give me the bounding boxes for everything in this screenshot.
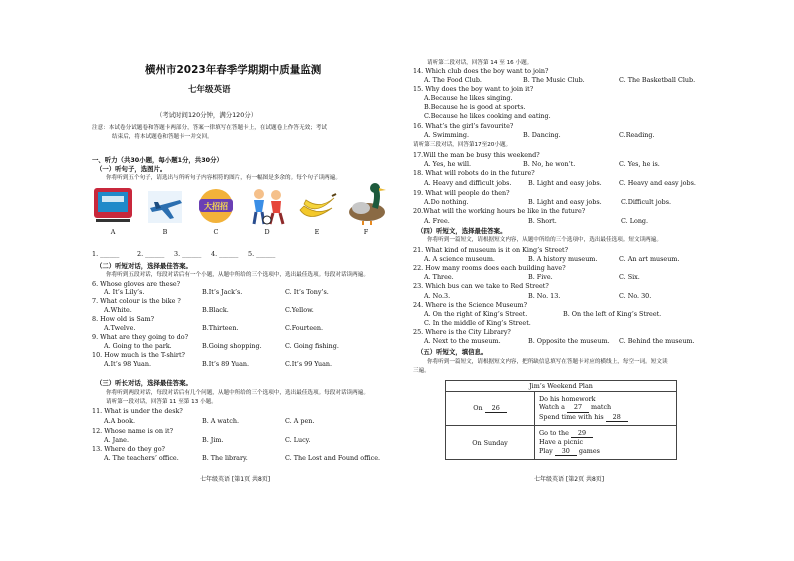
plan-activity xyxy=(539,403,672,413)
option-a[interactable]: A.It’s 98 Yuan. xyxy=(104,360,151,368)
plan-day-sunday xyxy=(446,426,535,460)
option-a[interactable]: A. Next to the museum. xyxy=(424,337,501,345)
picture-label: D xyxy=(264,228,270,236)
question-text: 15. Why does the boy want to join it? xyxy=(413,85,534,93)
option-a[interactable]: A. Heavy and difficult jobs. xyxy=(424,179,512,187)
option-b[interactable]: B.Going shopping. xyxy=(202,342,262,350)
plan-activity-prefix: Spend time with his xyxy=(539,412,604,421)
option-b[interactable]: B.Because he is good at sports. xyxy=(424,103,526,111)
option-c[interactable]: C. No. 30. xyxy=(619,292,652,300)
question-row xyxy=(413,67,713,132)
option-b[interactable]: B. Short. xyxy=(528,217,557,225)
option-c[interactable]: C. Behind the museum. xyxy=(619,337,695,345)
option-a[interactable]: A.Do nothing. xyxy=(424,198,469,206)
option-c[interactable]: C.Because he likes cooking and eating. xyxy=(424,112,551,120)
option-b[interactable]: B. A history museum. xyxy=(528,255,598,263)
plan-activity xyxy=(539,447,672,457)
question-row xyxy=(413,319,713,349)
option-a[interactable]: A. Swimming. xyxy=(424,131,469,139)
plan-day-text: On Sunday xyxy=(472,438,508,447)
option-b[interactable]: B. No. 13. xyxy=(528,292,561,300)
question-row xyxy=(413,151,713,227)
part-3-note-3: 请听第三段对话，回答第17至20小题。 xyxy=(413,142,512,148)
plan-title xyxy=(446,381,677,392)
blank-27[interactable]: 27 xyxy=(567,403,589,413)
question-text: 21. What kind of museum is it on King’s Street? xyxy=(413,246,569,254)
blank-26[interactable]: 26 xyxy=(485,404,507,413)
option-a[interactable]: A. Jane. xyxy=(104,436,129,444)
weekend-plan-table xyxy=(445,380,677,460)
picture-label: A xyxy=(110,228,116,236)
option-b[interactable]: B. The Music Club. xyxy=(523,76,585,84)
part-2-title: （二）听短对话，选择最佳答案。 xyxy=(96,262,192,270)
picture-label: B xyxy=(162,228,168,236)
option-a[interactable]: A.A book. xyxy=(104,417,135,425)
option-c[interactable]: C. Yes, he is. xyxy=(619,160,660,168)
page-footer: 七年级英语 [第1页 共8页] xyxy=(200,476,271,483)
option-a[interactable]: A. Free. xyxy=(424,217,450,225)
option-b[interactable]: B. On the left of King’s Street. xyxy=(563,310,662,318)
exam-title: 横州市2023年春季学期期中质量监测 xyxy=(145,64,322,76)
blank-29[interactable]: 29 xyxy=(571,429,593,439)
plan-activity xyxy=(539,413,672,423)
bananas-icon xyxy=(296,186,338,226)
option-a[interactable]: A.Because he likes singing. xyxy=(424,94,513,102)
question-text: 12. Whose name is on it? xyxy=(92,427,174,435)
option-a[interactable]: A.Twelve. xyxy=(104,324,136,332)
part-4-desc: 你将听到一篇短文，请根据短文内容，从题中所给的三个选项中，选出最佳选项。短文读两遍。 xyxy=(427,237,662,243)
option-a[interactable]: A.White. xyxy=(104,306,132,314)
answer-blank[interactable]: 3. ______ xyxy=(174,250,202,258)
option-c[interactable]: C.Difficult jobs. xyxy=(621,198,672,206)
option-b[interactable]: B. Five. xyxy=(528,273,553,281)
option-c[interactable]: C. Six. xyxy=(619,273,640,281)
option-a[interactable]: A. Going to the park. xyxy=(104,342,172,350)
option-a[interactable]: A. The teachers’ office. xyxy=(104,454,179,462)
option-b[interactable]: B. Light and easy jobs. xyxy=(528,198,602,206)
picture-label: C xyxy=(213,228,219,236)
option-b[interactable]: B.It’s Jack’s. xyxy=(202,288,243,296)
option-a[interactable]: A. It’s Lily’s. xyxy=(104,288,145,296)
blank-28[interactable]: 28 xyxy=(606,413,628,423)
question-text: 18. What will robots do in the future? xyxy=(413,169,535,177)
question-text: 20.What will the working hours be like in the future? xyxy=(413,207,586,215)
question-text: 11. What is under the desk? xyxy=(92,407,183,415)
option-a[interactable]: A. Three. xyxy=(424,273,454,281)
plan-activities-saturday xyxy=(535,392,677,426)
question-text: 22. How many rooms does each building have? xyxy=(413,264,566,272)
question-row xyxy=(92,315,392,375)
option-a[interactable]: A. The Food Club. xyxy=(424,76,482,84)
question-text: 7. What colour is the bike ? xyxy=(92,297,181,305)
part-4-title: （四）听短文，选择最佳答案。 xyxy=(417,227,507,235)
plan-activity-suffix: games xyxy=(578,446,600,455)
option-c[interactable]: C.Reading. xyxy=(619,131,655,139)
question-row xyxy=(413,246,713,322)
part-5-title: （五）听短文，填信息。 xyxy=(417,348,488,356)
duck-icon xyxy=(345,182,389,226)
option-b[interactable]: B. The library. xyxy=(202,454,248,462)
part-2-desc: 你将听到五段对话，每段对话后有一个小题，从题中所给的三个选项中，选出最佳选项。每段对话读两遍。 xyxy=(106,272,369,278)
question-text: 8. How old is Sam? xyxy=(92,315,155,323)
picture-label: F xyxy=(363,228,369,236)
question-text: 13. Where do they go? xyxy=(92,445,165,453)
option-b[interactable]: B. Jim. xyxy=(202,436,224,444)
option-a[interactable]: A. Yes, he will. xyxy=(424,160,472,168)
question-text: 16. What’s the girl’s favourite? xyxy=(413,122,514,130)
plan-activity: Do his homework xyxy=(539,394,596,403)
option-a[interactable]: A. A science museum. xyxy=(424,255,495,263)
recruit-poster-icon xyxy=(195,186,237,226)
answer-blank[interactable]: 4. ______ xyxy=(211,250,239,258)
option-b[interactable]: B. Dancing. xyxy=(523,131,561,139)
option-b[interactable]: B. Light and easy jobs. xyxy=(528,179,602,187)
option-b[interactable]: B.It’s 89 Yuan. xyxy=(202,360,250,368)
question-text: 6. Whose gloves are these? xyxy=(92,280,181,288)
page-footer: 七年级英语 [第2页 共8页] xyxy=(534,476,605,483)
option-c[interactable]: C. It’s Tony’s. xyxy=(285,288,329,296)
question-text: 23. Which bus can we take to Red Street? xyxy=(413,282,549,290)
question-text: 19. What will people do then? xyxy=(413,189,510,197)
part-3-title: （三）听长对话，选择最佳答案。 xyxy=(96,379,192,387)
option-b[interactable]: B. No, he won’t. xyxy=(523,160,576,168)
answer-blank[interactable]: 2. ______ xyxy=(137,250,165,258)
answer-blank[interactable]: 5. ______ xyxy=(248,250,276,258)
plan-activity: Have a picnic xyxy=(539,438,584,447)
part-3-note-2: 请听第二段对话，回答第 14 至 16 小题。 xyxy=(427,60,533,66)
picture-label: E xyxy=(314,228,320,236)
option-c[interactable]: C.It’s 99 Yuan. xyxy=(285,360,333,368)
option-c[interactable]: C. An art museum. xyxy=(619,255,680,263)
plan-activity xyxy=(539,429,672,439)
option-c[interactable]: C. Going fishing. xyxy=(285,342,339,350)
exam-subtitle: 七年级英语 xyxy=(188,85,231,95)
plan-title-text: Jim’s Weekend Plan xyxy=(529,382,593,390)
plan-activity-prefix: Watch a xyxy=(539,403,565,412)
question-text: 14. Which club does the boy want to join? xyxy=(413,67,549,75)
plan-activity-suffix: match xyxy=(591,403,612,412)
plan-day-saturday xyxy=(446,392,535,426)
option-a[interactable]: A. On the right of King’s Street. xyxy=(424,310,528,318)
notice-line-2: 结束后，将本试题卷和答题卡一并交回。 xyxy=(112,134,213,140)
option-c[interactable]: C. Long. xyxy=(621,217,649,225)
question-text: 9. What are they going to do? xyxy=(92,333,189,341)
part-5-desc-2: 三遍。 xyxy=(413,368,430,374)
option-c[interactable]: C.Fourteen. xyxy=(285,324,324,332)
question-text: 24. Where is the Science Museum? xyxy=(413,301,527,309)
airplane-icon xyxy=(144,186,186,226)
option-c[interactable]: C.Yellow. xyxy=(285,306,314,314)
plan-activities-sunday xyxy=(535,426,677,460)
option-c[interactable]: C. The Basketball Club. xyxy=(619,76,696,84)
kids-playing-icon xyxy=(246,186,288,226)
plan-day-prefix: On xyxy=(473,404,483,412)
option-c[interactable]: C. A pen. xyxy=(285,417,315,425)
part-1-title: （一）听句子，选图片。 xyxy=(96,165,167,173)
plan-activity-prefix: Go to the xyxy=(539,428,569,437)
part-5-desc-1: 你将听到一篇短文，请根据短文内容，把所缺信息填写在答题卡对应的横线上，每空一词。短文读 xyxy=(427,359,668,365)
question-text: 25. Where is the City Library? xyxy=(413,328,511,336)
page-2 xyxy=(397,0,794,561)
option-a[interactable]: A. No.3. xyxy=(424,292,451,300)
option-c[interactable]: C. The Lost and Found office. xyxy=(285,454,381,462)
option-c[interactable]: C. Heavy and easy jobs. xyxy=(619,179,696,187)
option-b[interactable]: B.Thirteen. xyxy=(202,324,239,332)
tv-icon xyxy=(92,186,134,226)
option-b[interactable]: B. Opposite the museum. xyxy=(528,337,610,345)
exam-info: （考试时间120分钟，满分120分） xyxy=(156,111,258,119)
question-row xyxy=(92,407,392,463)
part-1-desc: 你将听到五个句子，请选出与所听句子内容相符的图片，有一幅图是多余的。每个句子读两遍。 xyxy=(106,175,341,181)
question-text: 10. How much is the T-shirt? xyxy=(92,351,185,359)
notice-line-1: 注意：本试卷分试题卷和答题卡两部分，答案一律填写在答题卡上，在试题卷上作答无效；考试 xyxy=(92,125,327,131)
part-3-desc: 你将听到两段对话，每段对话后有几个问题，从题中所给的三个选项中，选出最佳选项。每段对话读两遍。 xyxy=(106,390,369,396)
question-row xyxy=(413,131,713,141)
part-3-note: 请听第一段对话，回答第 11 至第 13 小题。 xyxy=(106,399,217,405)
option-b[interactable]: B.Black. xyxy=(202,306,229,314)
question-text: 17.Will the man be busy this weekend? xyxy=(413,151,540,159)
plan-activity-prefix: Play xyxy=(539,446,553,455)
option-c[interactable]: C. Lucy. xyxy=(285,436,311,444)
option-c[interactable]: C. In the middle of King’s Street. xyxy=(424,319,531,327)
option-b[interactable]: B. A watch. xyxy=(202,417,239,425)
section-1-title: 一、听力（共30小题，每小题1分，共30分） xyxy=(92,156,223,164)
svg-text:大招招: 大招招 xyxy=(204,202,228,211)
answer-blank[interactable]: 1. ______ xyxy=(92,250,120,258)
blank-30[interactable]: 30 xyxy=(555,447,577,457)
